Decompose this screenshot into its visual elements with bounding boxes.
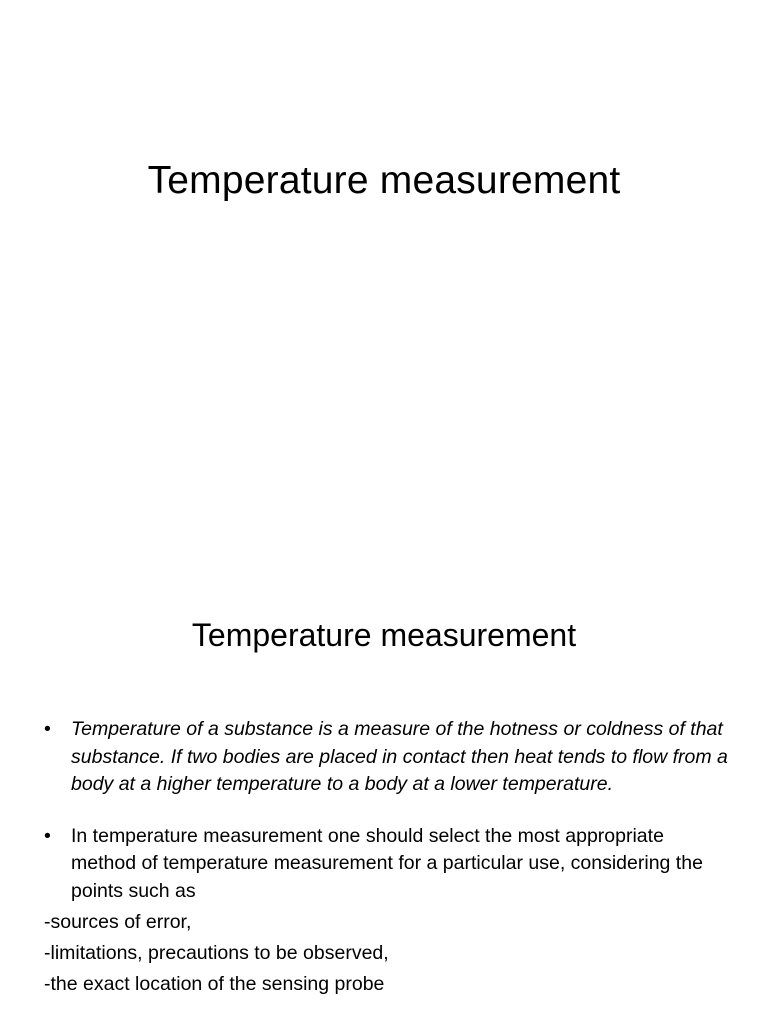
bullet-item-selection <box>44 823 734 906</box>
consideration-item: -the exact location of the sensing probe <box>44 973 385 995</box>
slide-heading: Temperature measurement <box>191 617 577 653</box>
bullet-marker: • <box>44 718 51 740</box>
bullet-item-definition <box>44 716 734 799</box>
bullet-text: Temperature of a substance is a measure of the hotness or coldness of that substance. If two bodies are placed in contact then heat tends to flow from a body at a higher temperature to a body at a lower temperature. <box>71 718 728 795</box>
slide-body <box>44 716 734 1000</box>
slide-title: Temperature measurement <box>147 159 621 202</box>
consideration-item: -limitations, precautions to be observed, <box>44 942 389 964</box>
content-slide <box>0 576 768 1024</box>
bullet-marker: • <box>44 824 51 847</box>
bullet-text: In temperature measurement one should select the most appropriate method of temperature measurement for a particular use, considering the points such as <box>71 824 703 902</box>
considerations-list <box>44 907 734 1000</box>
consideration-item: -sources of error, <box>44 911 192 933</box>
